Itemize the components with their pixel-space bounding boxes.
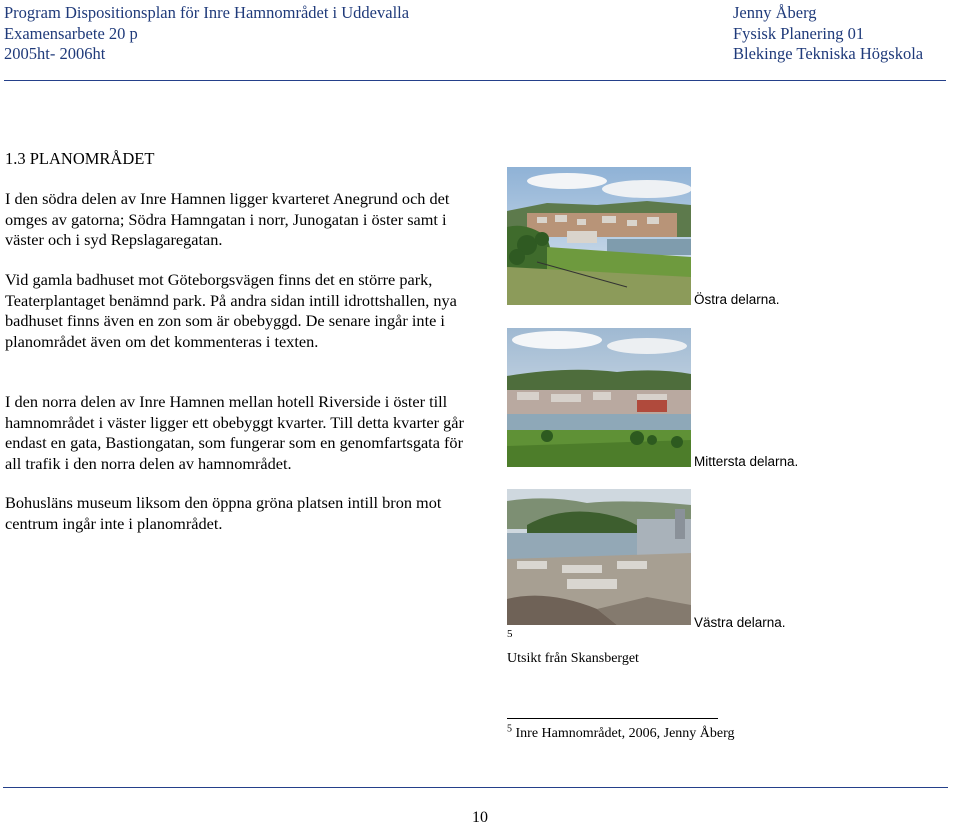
paragraph-3: I den norra delen av Inre Hamnen mellan hotell Riverside i öster till hamnområdet i väster ligger ett obebyggt kvarter. Till detta kvarter går endast en gata, Bastiongatan, som fungerar som en genomfartsgata för all trafik i den norra delen av hamnområdet. — [5, 392, 464, 473]
caption-east: Östra delarna. — [694, 292, 780, 307]
photo-east-harbour — [507, 167, 691, 305]
header-rule — [4, 80, 946, 81]
caption-west: Västra delarna. — [694, 615, 786, 630]
photo-west-harbour — [507, 489, 691, 625]
header-school: Blekinge Tekniska Högskola — [733, 44, 924, 63]
header-program: Fysisk Planering 01 — [733, 23, 865, 43]
header-right — [733, 3, 923, 65]
header-author: Jenny Åberg — [733, 3, 817, 22]
footnote-text: Inre Hamnområdet, 2006, Jenny Åberg — [515, 726, 735, 741]
footnote-rule — [507, 718, 718, 719]
header-left — [4, 3, 409, 65]
footnote-reference: 5 — [507, 628, 513, 640]
photo-source: Utsikt från Skansberget — [507, 651, 639, 666]
paragraph-2: Vid gamla badhuset mot Göteborgsvägen finns det en större park, Teaterplantaget benämnd park. På andra sidan intill idrottshallen, nya badhuset finns även en zon som är obebyggd. De senare ingår inte i planområdet även om det kommenteras i texten. — [5, 270, 457, 351]
photo-middle-harbour — [507, 328, 691, 467]
footer-rule — [3, 787, 948, 788]
section-heading: 1.3 PLANOMRÅDET — [5, 149, 155, 168]
caption-middle: Mittersta delarna. — [694, 454, 799, 469]
page-number: 10 — [472, 809, 488, 826]
header-course: Examensarbete 20 p — [4, 23, 138, 43]
paragraph-4: Bohusläns museum liksom den öppna gröna platsen intill bron mot centrum ingår inte i planområdet. — [5, 493, 442, 533]
footnote — [507, 723, 735, 742]
header-term: 2005ht- 2006ht — [4, 44, 106, 63]
header-document-title: Program Dispositionsplan för Inre Hamnområdet i Uddevalla — [4, 3, 410, 22]
paragraph-1: I den södra delen av Inre Hamnen ligger kvarteret Anegrund och det omges av gatorna; Södra Hamngatan i norr, Junogatan i öster samt i väster och i syd Repslagaregatan. — [5, 189, 450, 250]
footnote-number: 5 — [507, 723, 512, 735]
